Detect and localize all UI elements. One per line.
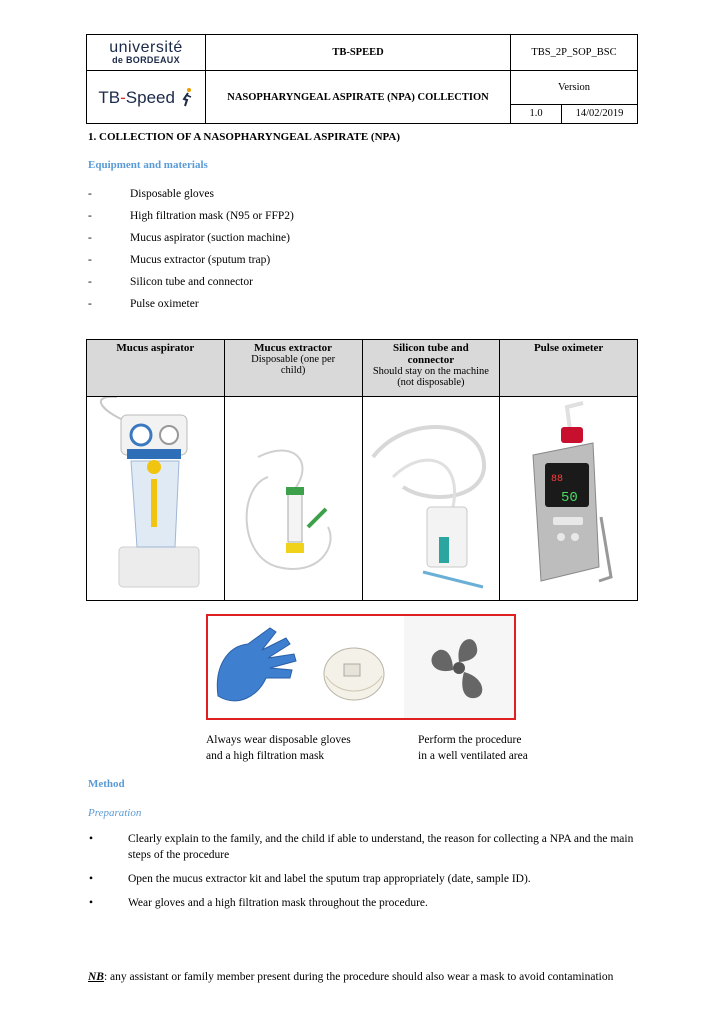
table-header-cell: Silicon tube and connector Should stay on the machine (not disposable) [362,340,500,397]
document-header [86,34,638,124]
table-header-cell: Mucus aspirator [87,340,225,397]
pulse-oximeter-image [500,397,638,601]
list-item: • Wear gloves and a high filtration mask throughout the procedure. [89,897,428,909]
mucus-extractor-image [224,397,362,601]
oximeter-reading: 50 [560,490,578,506]
preparation-heading: Preparation [88,807,142,819]
list-item: - Mucus extractor (sputum trap) [88,254,271,266]
table-header-cell: Mucus extractor Disposable (one per child) [224,340,362,397]
silicon-tube-image [362,397,500,601]
glove-icon [217,628,296,701]
ppe-caption: Always wear disposable gloves and a high filtration mask [206,734,351,762]
version-date-cell [511,105,638,124]
version-number: 1.0 [511,105,562,123]
list-item: • Clearly explain to the family, and the child if able to understand, the reason for collecting a NPA and the main steps of the procedure [89,833,634,861]
document-code: TBS_2P_SOP_BSC [511,35,638,71]
document-title: NASOPHARYNGEAL ASPIRATE (NPA) COLLECTION [206,71,511,124]
mucus-aspirator-image [87,397,225,601]
equipment-list [88,183,294,315]
list-item: - Pulse oximeter [88,298,199,310]
equipment-table [86,339,638,601]
university-logo: université de BORDEAUX [87,35,206,71]
list-item: - Disposable gloves [88,188,215,200]
mask-icon [324,648,384,700]
ventilation-caption: Perform the procedure in a well ventilated area [418,734,528,762]
preparation-list [88,831,650,919]
list-item: - Silicon tube and connector [88,276,253,288]
list-item: • Open the mucus extractor kit and label the sputum trap appropriately (date, sample ID). [89,873,531,885]
version-label: Version [511,71,638,105]
list-item: - High filtration mask (N95 or FFP2) [88,210,294,222]
runner-icon [178,87,194,107]
ppe-highlight-box [206,614,516,720]
table-header-cell: Pulse oximeter [500,340,638,397]
version-date: 14/02/2019 [575,108,624,119]
svg-text:88: 88 [550,474,563,485]
list-item: - Mucus aspirator (suction machine) [88,232,290,244]
equipment-heading: Equipment and materials [88,159,208,171]
method-heading: Method [88,778,125,790]
tb-speed-logo: TB-Speed [87,71,206,124]
project-name: TB-SPEED [206,35,511,71]
nb-note: NB: any assistant or family member present during the procedure should also wear a mask to avoid contamination [88,971,614,983]
section-title: 1. COLLECTION OF A NASOPHARYNGEAL ASPIRATE (NPA) [88,131,401,143]
